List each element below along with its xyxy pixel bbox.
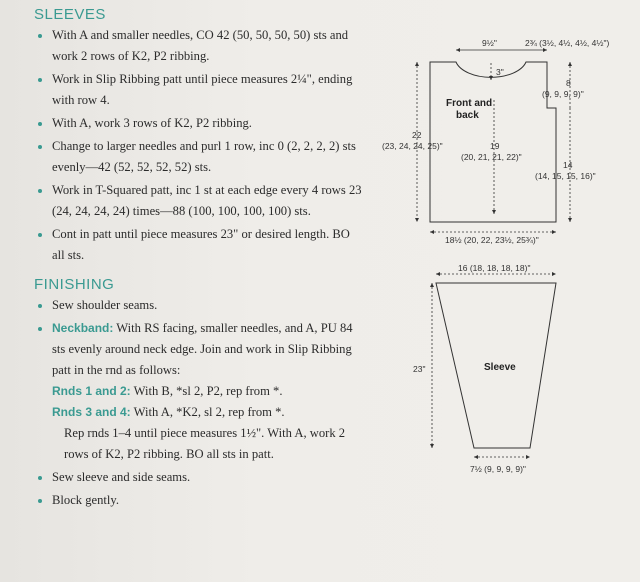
list-item: Change to larger needles and purl 1 row, inc 0 (2, 2, 2, 2) sts evenly—42 (52, 52, 52, 52) sts.: [34, 136, 364, 178]
list-item: Block gently.: [34, 490, 364, 511]
rnd34-label: Rnds 3 and 4:: [52, 405, 131, 419]
body-length-label: 19: [490, 141, 500, 151]
schematic-svg: [360, 0, 640, 582]
rounds-1-2: [34, 381, 364, 402]
body-length-sizes-label: (20, 21, 21, 22)": [461, 152, 522, 162]
neck-width-label: 9½": [482, 38, 497, 48]
list-item: Sew sleeve and side seams.: [34, 467, 364, 488]
finishing-heading: FINISHING: [34, 276, 115, 293]
rounds-3-4: [34, 402, 364, 423]
side-sizes-label: (14, 15, 15, 16)": [535, 171, 596, 181]
shoulder-label: 2¾ (3½, 4½, 4½, 4½"): [525, 38, 610, 48]
sleeves-list: [34, 25, 364, 266]
front-back-label-1: Front and: [446, 98, 493, 109]
instructions-column: [34, 6, 364, 513]
sleeve-top-label: 16 (18, 18, 18, 18)": [458, 263, 531, 273]
armhole-label: 8: [566, 78, 571, 88]
length-label: 22: [412, 130, 422, 140]
rnd12-label: Rnds 1 and 2:: [52, 384, 131, 398]
sleeve-label: Sleeve: [484, 362, 516, 373]
side-label: 14: [563, 160, 573, 170]
list-item: Cont in patt until piece measures 23" or desired length. BO all sts.: [34, 224, 364, 266]
sleeves-heading: SLEEVES: [34, 6, 106, 23]
finishing-list: [34, 295, 364, 511]
list-item: Work in T-Squared patt, inc 1 st at each edge every 4 rows 23 (24, 24, 24, 24) times—88 (100, 100, 100, 100) sts.: [34, 180, 364, 222]
width-label: 18½ (20, 22, 23½, 25¾)": [445, 235, 539, 245]
rnd12-text: With B, *sl 2, P2, rep from *.: [130, 384, 283, 398]
neck-depth-label: 3": [496, 67, 504, 77]
neckband-text: With RS facing, smaller needles, and A, PU 84 sts evenly around neck edge. Join and work in Slip Ribbing patt in the rnd as follows:: [52, 321, 353, 377]
neckband-item: [34, 318, 364, 381]
neckband-label: Neckband:: [52, 321, 114, 335]
list-item: With A, work 3 rows of K2, P2 ribbing.: [34, 113, 364, 134]
schematic-area: [360, 0, 640, 582]
list-item: Sew shoulder seams.: [34, 295, 364, 316]
rnd34-text: With A, *K2, sl 2, rep from *.: [130, 405, 285, 419]
list-item: Work in Slip Ribbing patt until piece measures 2¼", ending with row 4.: [34, 69, 364, 111]
sleeve-bottom-label: 7½ (9, 9, 9, 9)": [470, 464, 526, 474]
repeat-text: Rep rnds 1–4 until piece measures 1½". With A, work 2 rows of K2, P2 ribbing. BO all sts in patt.: [64, 426, 346, 461]
length-sizes-label: (23, 24, 24, 25)": [382, 141, 443, 151]
front-back-label-2: back: [456, 110, 479, 121]
sleeve-length-label: 23": [413, 364, 426, 374]
armhole-sizes-label: (9, 9, 9, 9)": [542, 89, 584, 99]
list-item: With A and smaller needles, CO 42 (50, 50, 50, 50) sts and work 2 rows of K2, P2 ribbing.: [34, 25, 364, 67]
